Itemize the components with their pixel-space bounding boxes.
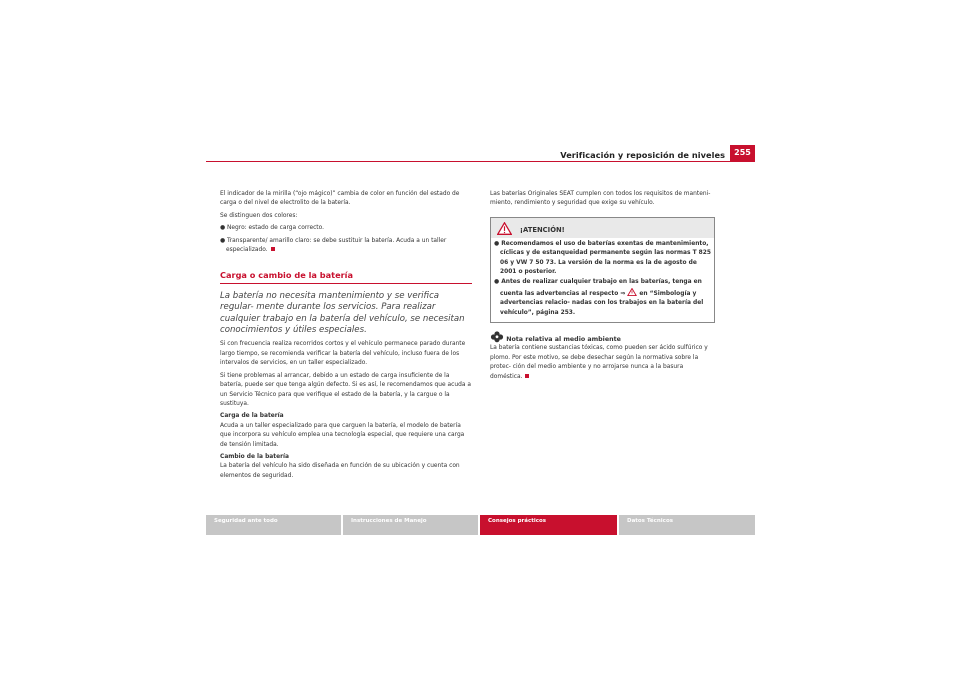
environment-flower-icon bbox=[490, 331, 504, 343]
intro-paragraph-1: El indicador de la mirilla (“ojo mágico)” cambia de color en función del estado de carga o del nivel de electrolito de la batería. bbox=[220, 191, 460, 207]
footer-tab-instrucciones[interactable]: Instrucciones de Manejo bbox=[343, 515, 478, 535]
subsection-title: Cambio de la batería bbox=[220, 453, 289, 460]
warning-text: Antes de realizar cualquier trabajo en las baterías, tenga en cuenta las advertencias al respecto ⇒ bbox=[500, 279, 702, 297]
environment-note-header bbox=[490, 331, 715, 344]
page-number: 255 bbox=[730, 145, 755, 161]
intro-paragraph-2: Se distinguen dos colores: bbox=[220, 212, 298, 219]
footer-tab-seguridad[interactable]: Seguridad ante todo bbox=[206, 515, 341, 535]
warning-triangle-icon bbox=[627, 288, 637, 296]
list-item: ● Recomendamos el uso de baterías exentas de mantenimiento, cíclicas y de estanqueidad permanente según las normas T 825 06 y VW 7 50 73. La versión de la norma es la de agosto de 2001 o posterior. bbox=[494, 240, 711, 276]
list-item: ● Transparente/ amarillo claro: se debe sustituir la batería. Acuda a un taller especializado. bbox=[220, 237, 447, 254]
section-lead: La batería no necesita mantenimiento y se verifica regular- mente durante los servicios. Para realizar cualquier trabajo en la batería del vehículo, se necesitan conocimientos y útiles especiales. bbox=[220, 290, 465, 336]
intro-paragraph: Las baterías Originales SEAT cumplen con todos los requisitos de manteni- miento, rendimiento y seguridad que exige su vehículo. bbox=[490, 191, 711, 207]
page-header-title: Verificación y reposición de niveles bbox=[560, 150, 725, 160]
warning-text: Recomendamos el uso de baterías exentas de mantenimiento, cíclicas y de estanqueidad permanente según las normas T 825 06 y VW 7 50 73. La versión de la norma es la de agosto de 2001 o posterior. bbox=[500, 240, 711, 276]
end-marker-icon bbox=[271, 247, 275, 251]
bullet-text: Transparente/ amarillo claro: se debe sustituir la batería. Acuda a un taller especializado. bbox=[226, 237, 447, 254]
footer-tab-datos[interactable]: Datos Técnicos bbox=[619, 515, 755, 535]
body-paragraph: Acuda a un taller especializado para que carguen la batería, el modelo de batería que incorpora su vehículo emplea una tecnología especial, que requiere una carga de tensión limitada. bbox=[220, 422, 465, 448]
body-paragraph: Si con frecuencia realiza recorridos cortos y el vehículo permanece parado durante largo tiempo, se recomienda verificar la batería del vehículo, incluso fuera de los intervalos de servicios, en un taller especializado. bbox=[220, 341, 466, 367]
environment-note-title: Nota relativa al medio ambiente bbox=[506, 336, 621, 344]
environment-note-body: La batería contiene sustancias tóxicas, como pueden ser ácido sulfúrico y plomo. Por este motivo, se debe desechar según la normativa sobre la protec- ción del medio ambiente y no arrojarse nunca a la basura doméstica. bbox=[490, 345, 708, 380]
list-item: ● Antes de realizar cualquier trabajo en las baterías, tenga en cuenta las advertencias al respecto ⇒ en “Simbología y advertencias relacio- nadas con los trabajos en la batería del vehículo”, página 253. bbox=[494, 279, 704, 316]
bullet-text: Negro: estado de carga correcto. bbox=[227, 225, 324, 232]
warning-title: ¡ATENCIÓN! bbox=[519, 225, 565, 234]
section-title: Carga o cambio de la batería bbox=[220, 271, 472, 283]
end-marker-icon bbox=[525, 374, 529, 378]
warning-body bbox=[491, 238, 714, 322]
warning-box bbox=[490, 217, 715, 323]
list-item: ● Negro: estado de carga correcto. bbox=[220, 225, 324, 232]
right-column bbox=[490, 190, 715, 385]
footer-tab-consejos[interactable]: Consejos prácticos bbox=[480, 515, 617, 535]
warning-header bbox=[491, 218, 714, 238]
warning-triangle-icon bbox=[497, 222, 512, 239]
environment-note-text bbox=[490, 344, 715, 382]
left-column bbox=[220, 190, 472, 484]
warning-text: en “Simbología y advertencias relacio- nadas con los trabajos en la batería del vehículo”, página 253. bbox=[500, 290, 704, 316]
header-rule bbox=[206, 161, 755, 162]
subsection-title: Carga de la batería bbox=[220, 413, 284, 420]
body-paragraph: La batería del vehículo ha sido diseñada en función de su ubicación y cuenta con elementos de seguridad. bbox=[220, 463, 460, 479]
body-paragraph: Si tiene problemas al arrancar, debido a un estado de carga insuficiente de la batería, puede ser que tenga algún defecto. Si es así, le recomendamos que acuda a un Servicio Técnico para que verifique el estado de la batería, y la cargue o la sustituya. bbox=[220, 372, 471, 407]
